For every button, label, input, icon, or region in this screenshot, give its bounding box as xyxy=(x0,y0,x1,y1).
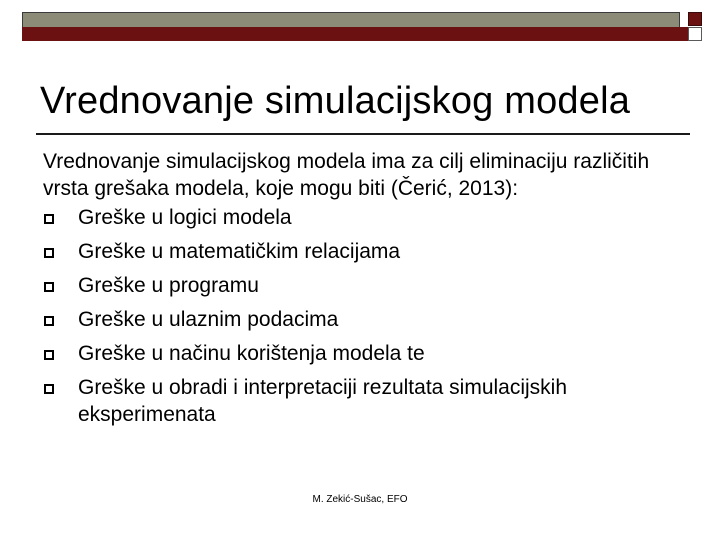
bullet-list xyxy=(43,204,683,428)
list-item xyxy=(43,272,683,299)
bullet-text: Greške u programu xyxy=(78,274,259,297)
corner-square-icon-filled xyxy=(688,12,702,26)
list-item xyxy=(43,238,683,265)
title-divider xyxy=(36,133,690,135)
bullet-text: Greške u ulaznim podacima xyxy=(78,308,339,331)
hollow-square-bullet-icon xyxy=(44,248,54,258)
hollow-square-bullet-icon xyxy=(44,384,54,394)
hollow-square-bullet-icon xyxy=(44,316,54,326)
hollow-square-bullet-icon xyxy=(44,282,54,292)
hollow-square-bullet-icon xyxy=(44,350,54,360)
bullet-text: Greške u matematičkim relacijama xyxy=(78,240,401,263)
list-item xyxy=(43,340,683,367)
corner-square-icon-outline xyxy=(688,27,702,41)
slide-title: Vrednovanje simulacijskog modela xyxy=(40,80,631,122)
bullet-text: Greške u logici modela xyxy=(78,206,292,229)
list-item xyxy=(43,204,683,231)
intro-text: Vrednovanje simulacijskog modela ima za cilj eliminaciju različitih vrsta grešaka modela, koje mogu biti (Čerić, 2013): xyxy=(43,150,650,200)
bullet-text: Greške u obradi i interpretaciji rezultata simulacijskih eksperimenata xyxy=(78,376,568,426)
bullet-text: Greške u načinu korištenja modela te xyxy=(78,342,425,365)
slide-footer: M. Zekić-Sušac, EFO xyxy=(312,494,408,505)
slide-body xyxy=(43,148,683,435)
header-accent-bar xyxy=(22,27,688,41)
list-item xyxy=(43,374,683,428)
hollow-square-bullet-icon xyxy=(44,214,54,224)
list-item xyxy=(43,306,683,333)
